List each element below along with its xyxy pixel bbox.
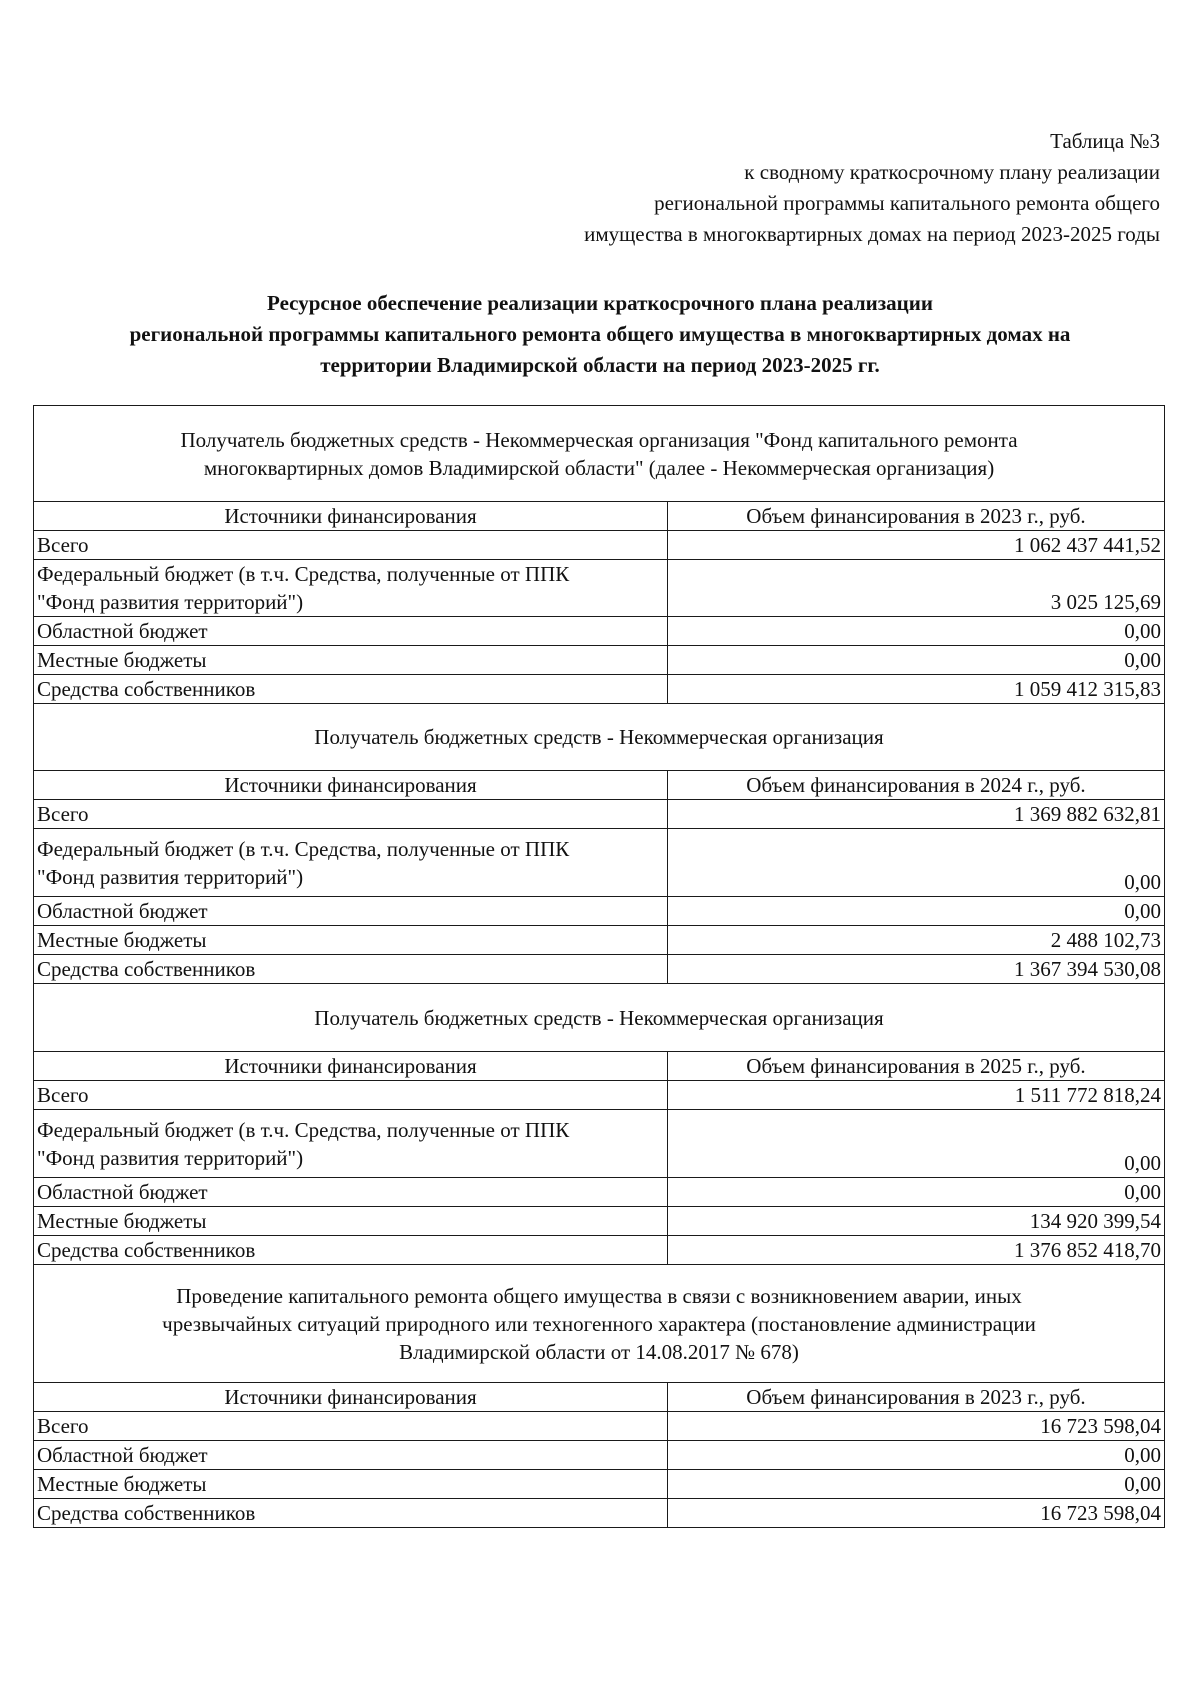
row-value: 0,00 [668,1110,1165,1178]
column-header-row [34,1383,1165,1412]
row-value: 1 367 394 530,08 [668,955,1165,984]
row-label-line: Местные бюджеты [37,928,207,952]
row-label-line: Областной бюджет [37,1443,208,1467]
row-value: 0,00 [668,1178,1165,1207]
row-label-line: Федеральный бюджет (в т.ч. Средства, полученные от ППК [37,1118,570,1142]
row-label-line: "Фонд развития территорий") [37,590,304,614]
table-row [34,829,1165,897]
row-value: 16 723 598,04 [668,1412,1165,1441]
section-heading-line: Получатель бюджетных средств - Некоммерческая организация [314,1005,884,1030]
row-value: 0,00 [668,1470,1165,1499]
row-label-line: "Фонд развития территорий") [37,1146,304,1170]
row-value: 0,00 [668,617,1165,646]
row-value: 1 059 412 315,83 [668,675,1165,704]
section-heading-line: Проведение капитального ремонта общего имущества в связи с возникновением аварии, иных [176,1283,1022,1308]
row-label [34,800,668,829]
section-heading-line: чрезвычайных ситуаций природного или техногенного характера (постановление администрации [162,1311,1036,1336]
column-header-row [34,771,1165,800]
row-label-line: Областной бюджет [37,899,208,923]
row-label [34,1110,668,1178]
section-heading-row [34,704,1165,771]
section-heading-line: Получатель бюджетных средств - Некоммерческая организация [314,725,884,749]
column-header-row [34,502,1165,531]
section-heading-line: Владимирской области от 14.08.2017 № 678) [399,1339,799,1364]
row-value: 0,00 [668,829,1165,897]
table-row [34,675,1165,704]
funding-table [33,405,1165,1528]
table-row [34,531,1165,560]
row-label-line: Федеральный бюджет (в т.ч. Средства, полученные от ППК [37,837,570,861]
row-label [34,560,668,617]
title-line: территории Владимирской области на период 2023-2025 гг. [320,353,880,377]
row-label [34,1178,668,1207]
row-label-line: Всего [37,1414,89,1438]
header-line: региональной программы капитального ремонта общего [654,191,1160,215]
row-label-line: Средства собственников [37,1238,256,1262]
col-source-header: Источники финансирования [34,771,668,800]
table-row [34,1470,1165,1499]
table-row [34,560,1165,617]
row-value: 1 062 437 441,52 [668,531,1165,560]
row-label [34,1412,668,1441]
column-header-row [34,1052,1165,1081]
row-label [34,955,668,984]
table-row [34,1081,1165,1110]
header-line: к сводному краткосрочному плану реализации [744,160,1160,184]
section-heading-row [34,1265,1165,1383]
section-heading-row [34,984,1165,1052]
row-label-line: "Фонд развития территорий") [37,865,304,889]
section-heading-line: Получатель бюджетных средств - Некоммерческая организация "Фонд капитального ремонта [180,427,1018,452]
row-label [34,1470,668,1499]
row-value: 1 376 852 418,70 [668,1236,1165,1265]
row-value: 2 488 102,73 [668,926,1165,955]
table-row [34,926,1165,955]
row-label-line: Всего [37,1083,89,1107]
col-source-header: Источники финансирования [34,502,668,531]
row-label-line: Местные бюджеты [37,648,207,672]
row-label-line: Местные бюджеты [37,1209,207,1233]
section-heading [34,704,1165,771]
table-row [34,897,1165,926]
row-label [34,1499,668,1528]
row-value: 0,00 [668,646,1165,675]
row-value: 1 511 772 818,24 [668,1081,1165,1110]
row-label-line: Средства собственников [37,957,256,981]
row-label [34,617,668,646]
col-source-header: Источники финансирования [34,1383,668,1412]
row-label [34,675,668,704]
document-title [40,288,1160,381]
row-label-line: Местные бюджеты [37,1472,207,1496]
row-label-line: Средства собственников [37,1501,256,1525]
row-value: 0,00 [668,1441,1165,1470]
row-value: 16 723 598,04 [668,1499,1165,1528]
col-volume-header: Объем финансирования в 2024 г., руб. [668,771,1165,800]
row-value: 1 369 882 632,81 [668,800,1165,829]
row-label [34,646,668,675]
row-label [34,1081,668,1110]
table-row [34,1178,1165,1207]
row-label [34,897,668,926]
row-label [34,1441,668,1470]
row-label [34,1207,668,1236]
row-label-line: Областной бюджет [37,619,208,643]
row-label-line: Всего [37,802,89,826]
section-heading-line: многоквартирных домов Владимирской области" (далее - Некоммерческая организация) [203,455,995,480]
appendix-header [260,126,1160,250]
table-row [34,1441,1165,1470]
header-line: Таблица №3 [1050,129,1160,153]
row-label [34,829,668,897]
row-label [34,926,668,955]
section-heading-row [34,406,1165,502]
row-value: 134 920 399,54 [668,1207,1165,1236]
table-row [34,1499,1165,1528]
title-line: региональной программы капитального ремонта общего имущества в многоквартирных домах на [129,322,1071,346]
col-volume-header: Объем финансирования в 2023 г., руб. [668,502,1165,531]
header-line: имущества в многоквартирных домах на период 2023-2025 годы [584,222,1160,246]
row-label-line: Областной бюджет [37,1180,208,1204]
table-row [34,617,1165,646]
title-line: Ресурсное обеспечение реализации краткосрочного плана реализации [267,291,933,315]
table-row [34,1110,1165,1178]
section-heading [34,984,1165,1052]
row-label [34,531,668,560]
row-label-line: Средства собственников [37,677,256,701]
table-row [34,800,1165,829]
section-heading [34,406,1165,502]
section-heading [34,1265,1165,1383]
table-row [34,955,1165,984]
table-row [34,1207,1165,1236]
row-value: 3 025 125,69 [668,560,1165,617]
col-volume-header: Объем финансирования в 2025 г., руб. [668,1052,1165,1081]
col-source-header: Источники финансирования [34,1052,668,1081]
row-label [34,1236,668,1265]
row-label-line: Всего [37,533,89,557]
col-volume-header: Объем финансирования в 2023 г., руб. [668,1383,1165,1412]
table-row [34,1412,1165,1441]
table-row [34,646,1165,675]
table-row [34,1236,1165,1265]
row-value: 0,00 [668,897,1165,926]
row-label-line: Федеральный бюджет (в т.ч. Средства, полученные от ППК [37,562,570,586]
